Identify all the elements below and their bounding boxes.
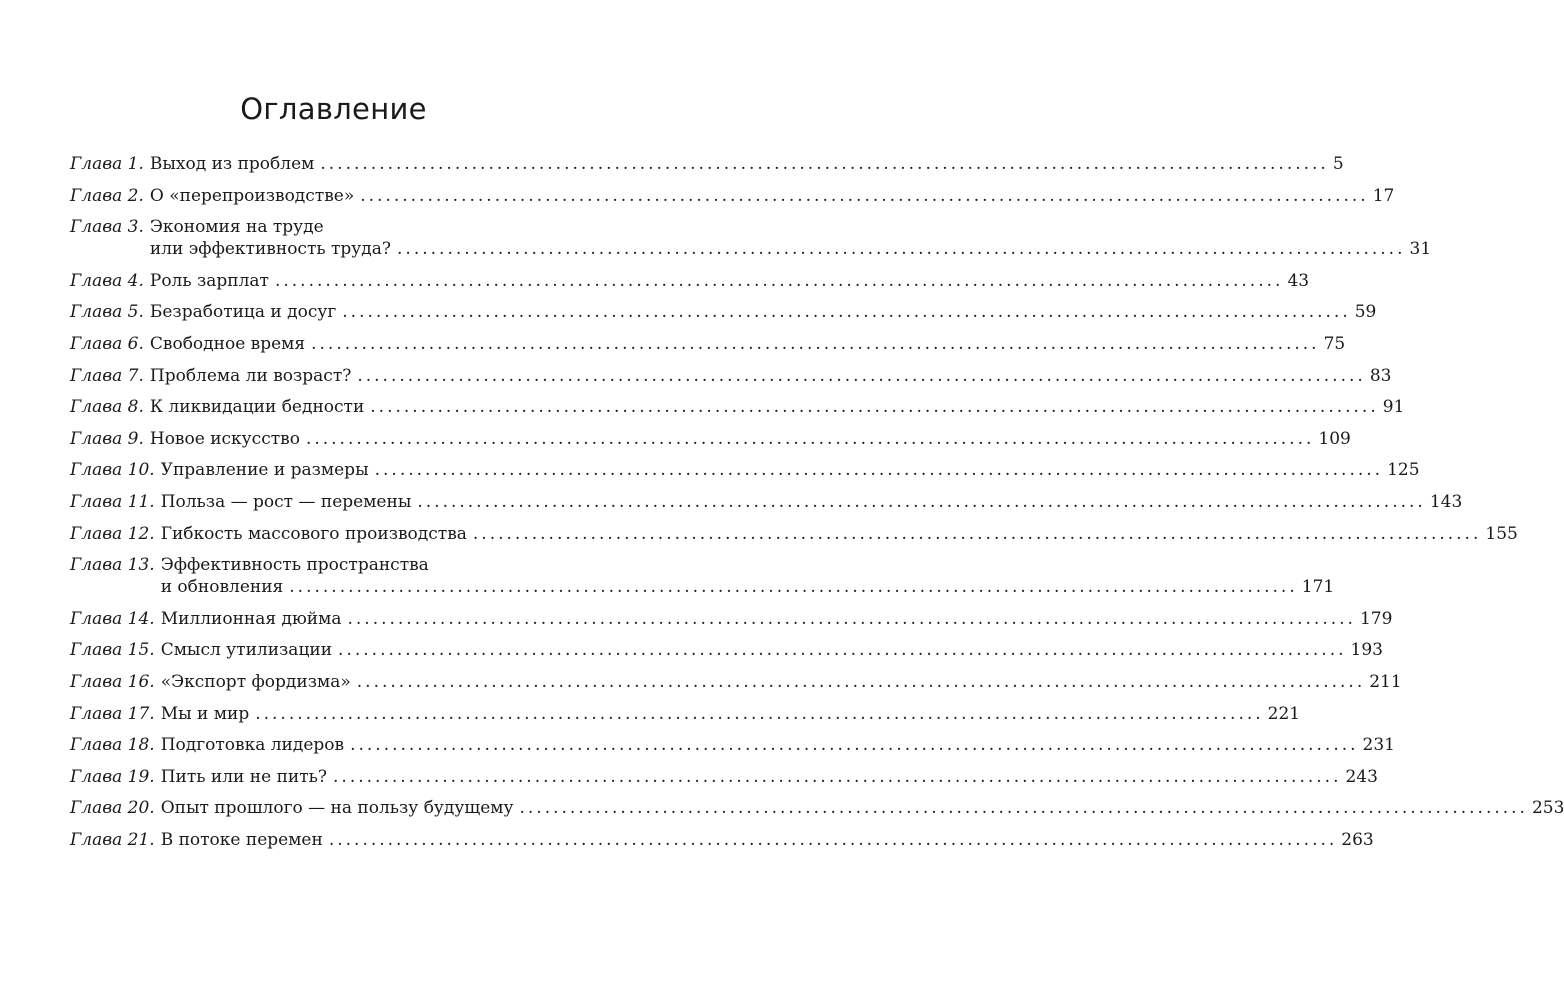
title-line xyxy=(149,238,1432,260)
page-number: 171 xyxy=(1301,577,1335,598)
dot-leader: ........................................................................................................................ xyxy=(305,428,1315,449)
chapter-label: Глава 12. xyxy=(70,523,155,544)
page-number: 17 xyxy=(1372,185,1395,206)
chapter-label: Глава 1. xyxy=(70,154,144,174)
toc-entry[interactable] xyxy=(70,428,1351,450)
title-line xyxy=(149,301,1377,323)
chapter-label: Глава 2. xyxy=(70,185,144,206)
page-number: 155 xyxy=(1485,523,1518,544)
page-number: 179 xyxy=(1359,608,1393,629)
toc-entry[interactable] xyxy=(70,766,1378,788)
entry-body xyxy=(144,396,1405,418)
toc-entry[interactable] xyxy=(70,703,1301,725)
title-line xyxy=(160,734,1395,756)
toc-entry[interactable] xyxy=(70,491,1463,513)
chapter-title: Проблема ли возраст? xyxy=(149,365,352,386)
dot-leader: ........................................................................................................................ xyxy=(519,798,1528,819)
title-line xyxy=(160,608,1393,630)
dot-leader: ........................................................................................................................ xyxy=(333,766,1342,787)
chapter-title: Управление и размеры xyxy=(160,460,369,481)
dot-leader: ........................................................................................................................ xyxy=(370,397,1379,418)
dot-leader: ........................................................................................................................ xyxy=(360,185,1369,206)
page-number: 231 xyxy=(1362,735,1395,756)
chapter-label: Глава 6. xyxy=(70,333,144,354)
entry-body xyxy=(155,829,1374,851)
chapter-label: Глава 5. xyxy=(70,302,144,323)
chapter-label: Глава 19. xyxy=(70,766,155,787)
page-number: 83 xyxy=(1369,365,1392,386)
dot-leader: ........................................................................................................................ xyxy=(342,302,1351,323)
page-number: 243 xyxy=(1345,766,1378,787)
entry-body xyxy=(155,491,1463,513)
dot-leader: ........................................................................................................................ xyxy=(255,703,1264,724)
entry-body xyxy=(155,459,1420,481)
page-title: Оглавление xyxy=(240,92,427,126)
dot-leader: ........................................................................................................................ xyxy=(338,640,1347,661)
entry-body xyxy=(144,333,1346,355)
entry-body xyxy=(144,185,1395,207)
entry-body xyxy=(144,153,1344,175)
chapter-label: Глава 8. xyxy=(70,397,144,418)
dot-leader: ........................................................................................................................ xyxy=(356,671,1366,692)
entry-body xyxy=(144,270,1310,292)
chapter-title: Смысл утилизации xyxy=(160,640,333,661)
page-number: 91 xyxy=(1382,397,1405,418)
chapter-title: Мы и мир xyxy=(160,703,250,724)
page-number: 193 xyxy=(1350,640,1383,661)
chapter-label: Глава 18. xyxy=(70,735,155,756)
toc-entry[interactable] xyxy=(70,734,1395,756)
page-number: 143 xyxy=(1429,491,1463,512)
toc-entry[interactable] xyxy=(70,270,1310,292)
chapter-label: Глава 7. xyxy=(70,365,144,386)
chapter-label: Глава 10. xyxy=(70,460,155,481)
title-line xyxy=(160,671,1402,693)
title-line xyxy=(160,491,1463,513)
toc-entry[interactable] xyxy=(70,396,1405,418)
title-line xyxy=(149,333,1346,355)
title-line xyxy=(160,459,1420,481)
dot-leader: ........................................................................................................................ xyxy=(374,460,1384,481)
toc-entry[interactable] xyxy=(70,365,1392,387)
chapter-title: или эффективность труда? xyxy=(149,239,392,260)
page-number: 59 xyxy=(1354,302,1377,323)
chapter-label: Глава 11. xyxy=(70,491,155,512)
title-line xyxy=(160,576,1335,598)
title-line xyxy=(149,396,1405,418)
toc-entry[interactable] xyxy=(70,671,1402,693)
title-line xyxy=(149,428,1351,450)
title-line xyxy=(149,185,1395,207)
entry-body xyxy=(155,766,1378,788)
chapter-title: Польза — рост — перемены xyxy=(160,491,412,512)
toc-entry[interactable] xyxy=(70,185,1395,207)
dot-leader: ........................................................................................................................ xyxy=(320,154,1329,174)
entry-body xyxy=(144,428,1351,450)
toc-entry[interactable] xyxy=(70,216,1432,260)
page-number: 263 xyxy=(1341,829,1374,850)
entry-body xyxy=(155,523,1518,545)
toc-entry[interactable] xyxy=(70,153,1344,175)
entry-body xyxy=(155,639,1383,661)
page-number: 31 xyxy=(1409,239,1432,260)
title-line xyxy=(149,270,1310,292)
title-line xyxy=(160,797,1564,819)
entry-body xyxy=(144,365,1392,387)
chapter-label: Глава 17. xyxy=(70,703,155,724)
chapter-title: Новое искусство xyxy=(149,428,300,449)
dot-leader: ........................................................................................................................ xyxy=(397,239,1406,260)
chapter-title: К ликвидации бедности xyxy=(149,397,365,418)
chapter-title: Эффективность пространства xyxy=(160,555,429,576)
chapter-label: Глава 4. xyxy=(70,270,144,291)
page-number: 43 xyxy=(1287,270,1310,291)
dot-leader: ........................................................................................................................ xyxy=(274,270,1284,291)
chapter-label: Глава 9. xyxy=(70,428,144,449)
dot-leader: ........................................................................................................................ xyxy=(417,491,1426,512)
entry-body xyxy=(155,734,1395,756)
dot-leader: ........................................................................................................................ xyxy=(472,523,1482,544)
page-number: 109 xyxy=(1318,428,1351,449)
page-number: 75 xyxy=(1323,333,1346,354)
entry-body xyxy=(155,554,1335,598)
chapter-label: Глава 16. xyxy=(70,671,155,692)
page-number: 5 xyxy=(1332,154,1344,174)
table-of-contents xyxy=(70,153,1564,860)
chapter-title: Выход из проблем xyxy=(149,154,315,174)
toc-entry[interactable] xyxy=(70,523,1518,545)
chapter-title: Гибкость массового производства xyxy=(160,523,467,544)
page-number: 221 xyxy=(1267,703,1301,724)
entry-body xyxy=(144,216,1432,260)
chapter-title: Миллионная дюйма xyxy=(160,608,342,629)
entry-body xyxy=(155,703,1301,725)
entry-body xyxy=(144,301,1377,323)
chapter-title: Пить или не пить? xyxy=(160,766,328,787)
chapter-label: Глава 20. xyxy=(70,798,155,819)
chapter-label: Глава 15. xyxy=(70,640,155,661)
dot-leader: ........................................................................................................................ xyxy=(328,829,1338,850)
dot-leader: ........................................................................................................................ xyxy=(347,608,1356,629)
page-number: 211 xyxy=(1369,671,1402,692)
toc-entry[interactable] xyxy=(70,554,1335,598)
entry-body xyxy=(155,608,1393,630)
chapter-title: Роль зарплат xyxy=(149,270,269,291)
chapter-label: Глава 13. xyxy=(70,555,155,576)
dot-leader: ........................................................................................................................ xyxy=(311,333,1320,354)
toc-entry[interactable] xyxy=(70,301,1377,323)
toc-entry[interactable] xyxy=(70,829,1374,851)
chapter-title: Экономия на труде xyxy=(149,217,324,238)
chapter-title: Безработица и досуг xyxy=(149,302,337,323)
toc-entry[interactable] xyxy=(70,608,1393,630)
title-line xyxy=(160,829,1374,851)
toc-entry[interactable] xyxy=(70,797,1564,819)
entry-body xyxy=(155,671,1402,693)
chapter-label: Глава 21. xyxy=(70,829,155,850)
chapter-title: Опыт прошлого — на пользу будущему xyxy=(160,798,514,819)
toc-entry[interactable] xyxy=(70,333,1346,355)
chapter-title: Подготовка лидеров xyxy=(160,735,345,756)
chapter-title: и обновления xyxy=(160,577,284,598)
toc-entry[interactable] xyxy=(70,639,1383,661)
entry-body xyxy=(155,797,1564,819)
chapter-title: Свободное время xyxy=(149,333,306,354)
chapter-label: Глава 3. xyxy=(70,217,144,238)
title-line xyxy=(160,639,1383,661)
title-line xyxy=(160,703,1301,725)
title-line xyxy=(160,523,1518,545)
dot-leader: ........................................................................................................................ xyxy=(289,577,1298,598)
chapter-title: О «перепроизводстве» xyxy=(149,185,355,206)
chapter-title: «Экспорт фордизма» xyxy=(160,671,351,692)
title-line xyxy=(160,766,1378,788)
title-line xyxy=(149,153,1344,175)
chapter-label: Глава 14. xyxy=(70,608,155,629)
dot-leader: ........................................................................................................................ xyxy=(350,735,1359,756)
title-line xyxy=(149,365,1392,387)
toc-entry[interactable] xyxy=(70,459,1420,481)
dot-leader: ........................................................................................................................ xyxy=(357,365,1366,386)
page-number: 253 xyxy=(1531,798,1564,819)
page-number: 125 xyxy=(1387,460,1420,481)
chapter-title: В потоке перемен xyxy=(160,829,323,850)
